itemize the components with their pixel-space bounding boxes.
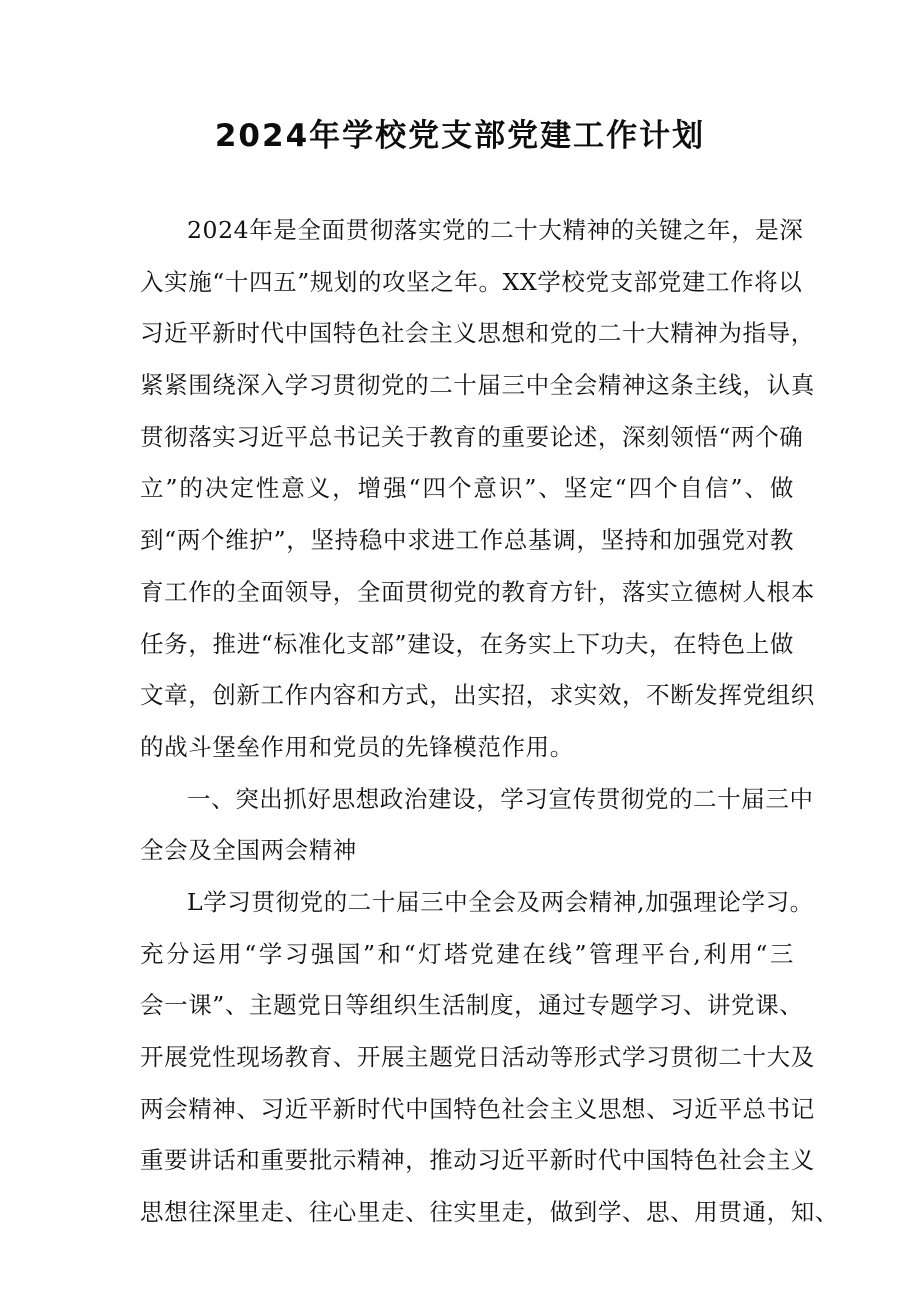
paragraph-line: L学习贯彻党的二十届三中全会及两会精神,加强理论学习。	[187, 887, 814, 916]
paragraph-line: 育工作的全面领导，全面贯彻党的教育方针，落实立德树人根本	[140, 577, 815, 606]
paragraph-line: 文章，创新工作内容和方式，出实招，求实效，不断发挥党组织	[140, 681, 815, 710]
paragraph-line: 习近平新时代中国特色社会主义思想和党的二十大精神为指导，	[140, 319, 815, 348]
paragraph-line: 立”的决定性意义，增强“四个意识”、坚定“四个自信”、做	[140, 474, 794, 503]
paragraph-line: 两会精神、习近平新时代中国特色社会主义思想、习近平总书记	[140, 1094, 815, 1123]
paragraph-line: 紧紧围绕深入学习贯彻党的二十届三中全会精神这条主线，认真	[140, 371, 815, 400]
paragraph-line: 开展党性现场教育、开展主题党日活动等形式学习贯彻二十大及	[140, 1043, 815, 1071]
paragraph-line: 充分运用“学习强国”和“灯塔党建在线”管理平台,利用“三	[140, 939, 794, 968]
paragraph-line: 思想往深里走、往心里走、往实里走，做到学、思、用贯通，知、	[140, 1198, 839, 1227]
paragraph-line: 入实施“十四五”规划的攻坚之年。XX学校党支部党建工作将以	[140, 267, 803, 296]
paragraph-line: 到“两个维护”，坚持稳中求进工作总基调，坚持和加强党对教	[140, 526, 794, 555]
paragraph-line: 重要讲话和重要批示精神，推动习近平新时代中国特色社会主义	[140, 1146, 815, 1175]
section-heading-line: 全会及全国两会精神	[140, 836, 357, 865]
paragraph-line: 2024年是全面贯彻落实党的二十大精神的关键之年，是深	[187, 216, 804, 244]
section-heading-line: 一、突出抓好思想政治建设，学习宣传贯彻党的二十届三中	[187, 784, 814, 813]
paragraph-line: 任务，推进“标准化支部”建设，在务实上下功夫，在特色上做	[140, 629, 794, 658]
page-title: 2024年学校党支部党建工作计划	[214, 118, 706, 154]
document-body	[140, 205, 839, 1239]
paragraph-line: 会一课”、主题党日等组织生活制度，通过专题学习、讲党课、	[140, 991, 804, 1020]
paragraph-line: 贯彻落实习近平总书记关于教育的重要论述，深刻领悟“两个确	[140, 422, 804, 451]
paragraph-line: 的战斗堡垒作用和党员的先锋模范作用。	[140, 732, 574, 761]
